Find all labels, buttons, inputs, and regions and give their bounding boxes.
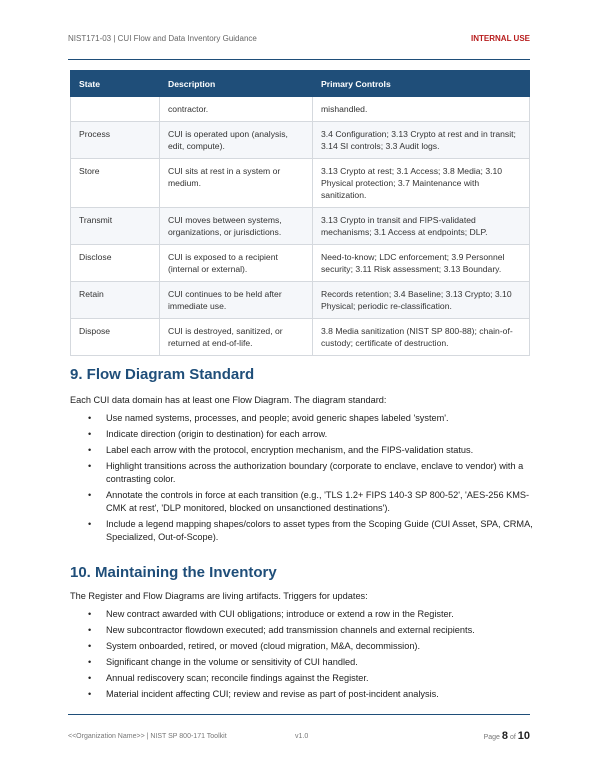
table-cell-controls: 3.13 Crypto in transit and FIPS-validated mechanisms; 3.1 Access at endpoints; DLP. [313,208,530,245]
section-9-bullet-list [70,412,540,547]
page-of-label: of [509,734,516,741]
footer-page-number [484,730,530,742]
table-cell-state: Disclose [71,245,160,282]
bullet-icon: • [88,609,92,619]
table-header-row [71,71,530,97]
list-item [70,672,540,685]
bullet-icon: • [88,641,92,651]
bullet-icon: • [88,490,92,500]
header-doc-title: NIST171-03 | CUI Flow and Data Inventory Guidance [68,34,257,43]
bullet-icon: • [88,673,92,683]
header-classification: INTERNAL USE [471,34,530,43]
table-cell-controls: 3.13 Crypto at rest; 3.1 Access; 3.8 Media; 3.10 Physical protection; 3.7 Maintenance with sanitization. [313,159,530,208]
table-cell-description: CUI is exposed to a recipient (internal or external). [160,245,313,282]
table-cell-description: CUI continues to be held after immediate use. [160,282,313,319]
list-item-text: Indicate direction (origin to destination) for each arrow. [106,429,328,439]
table-cell-controls: 3.4 Configuration; 3.13 Crypto at rest and in transit; 3.14 SI controls; 3.3 Audit logs. [313,122,530,159]
bullet-icon: • [88,519,92,529]
bullet-icon: • [88,413,92,423]
cui-state-table [70,70,530,356]
section-9-intro: Each CUI data domain has at least one Flow Diagram. The diagram standard: [70,395,387,405]
table-row [71,208,530,245]
footer-org-toolkit: <<Organization Name>> | NIST SP 800-171 Toolkit [68,733,227,740]
bullet-icon: • [88,657,92,667]
list-item-text: Material incident affecting CUI; review and revise as part of post-incident analysis. [106,689,439,699]
list-item [70,640,540,653]
section-10-intro: The Register and Flow Diagrams are living artifacts. Triggers for updates: [70,591,368,601]
list-item [70,444,540,457]
table-cell-state: Store [71,159,160,208]
list-item [70,460,540,486]
list-item [70,656,540,669]
table-cell-description: contractor. [160,97,313,122]
list-item [70,518,540,544]
table-cell-state: Retain [71,282,160,319]
list-item [70,688,540,701]
table-cell-controls: Records retention; 3.4 Baseline; 3.13 Crypto; 3.10 Physical; periodic re-classification. [313,282,530,319]
footer-rule [68,714,530,715]
table-cell-description: CUI sits at rest in a system or medium. [160,159,313,208]
bullet-icon: • [88,429,92,439]
list-item [70,608,540,621]
current-page: 8 [501,730,508,742]
total-pages: 10 [517,730,530,742]
section-10-heading: 10. Maintaining the Inventory [70,564,277,581]
list-item-text: Label each arrow with the protocol, encryption mechanism, and the FIPS-validation status. [106,445,474,455]
list-item-text: Significant change in the volume or sensitivity of CUI handled. [106,657,358,667]
section-10-bullet-list [70,608,540,704]
list-item-text: Annotate the controls in force at each transition (e.g., 'TLS 1.2+ FIPS 140-3 SP 800-52', 'AES-256 KMS-CMK at rest', 'DLP monitored, blocked on unsanctioned destinations'). [106,490,530,513]
page-header [68,34,530,48]
list-item [70,412,540,425]
table-row [71,159,530,208]
header-rule [68,59,530,60]
table-cell-controls: Need-to-know; LDC enforcement; 3.9 Personnel security; 3.11 Risk assessment; 3.13 Boundary. [313,245,530,282]
list-item-text: New contract awarded with CUI obligations; introduce or extend a row in the Register. [106,609,454,619]
section-9-heading: 9. Flow Diagram Standard [70,366,255,383]
table-row [71,282,530,319]
bullet-icon: • [88,689,92,699]
list-item-text: Use named systems, processes, and people; avoid generic shapes labeled 'system'. [106,413,449,423]
list-item [70,428,540,441]
bullet-icon: • [88,625,92,635]
table-cell-state: Transmit [71,208,160,245]
list-item-text: Annual rediscovery scan; reconcile findings against the Register. [106,673,369,683]
list-item-text: Highlight transitions across the authorization boundary (corporate to enclave, enclave to vendor) with a contrasting color. [106,461,524,484]
bullet-icon: • [88,445,92,455]
footer-version: v1.0 [295,733,309,740]
table-row [71,245,530,282]
list-item-text: Include a legend mapping shapes/colors to asset types from the Scoping Guide (CUI Asset, SPA, CRMA, Specialized, Out-of-Scope). [106,519,533,542]
list-item [70,489,540,515]
table-cell-controls: 3.8 Media sanitization (NIST SP 800-88); chain-of-custody; certificate of destruction. [313,319,530,356]
column-header-state: State [71,71,160,97]
table-cell-state [71,97,160,122]
column-header-description: Description [160,71,313,97]
table-cell-controls: mishandled. [313,97,530,122]
bullet-icon: • [88,461,92,471]
list-item [70,624,540,637]
table-cell-description: CUI is destroyed, sanitized, or returned at end-of-life. [160,319,313,356]
page-label: Page [483,734,500,741]
table-cell-state: Dispose [71,319,160,356]
table-cell-description: CUI moves between systems, organizations, or jurisdictions. [160,208,313,245]
table-row [71,319,530,356]
column-header-primary-controls: Primary Controls [313,71,530,97]
list-item-text: New subcontractor flowdown executed; add transmission channels and external recipients. [106,625,475,635]
list-item-text: System onboarded, retired, or moved (cloud migration, M&A, decommission). [106,641,421,651]
table-row [71,97,530,122]
table-row [71,122,530,159]
table-cell-state: Process [71,122,160,159]
table-cell-description: CUI is operated upon (analysis, edit, compute). [160,122,313,159]
